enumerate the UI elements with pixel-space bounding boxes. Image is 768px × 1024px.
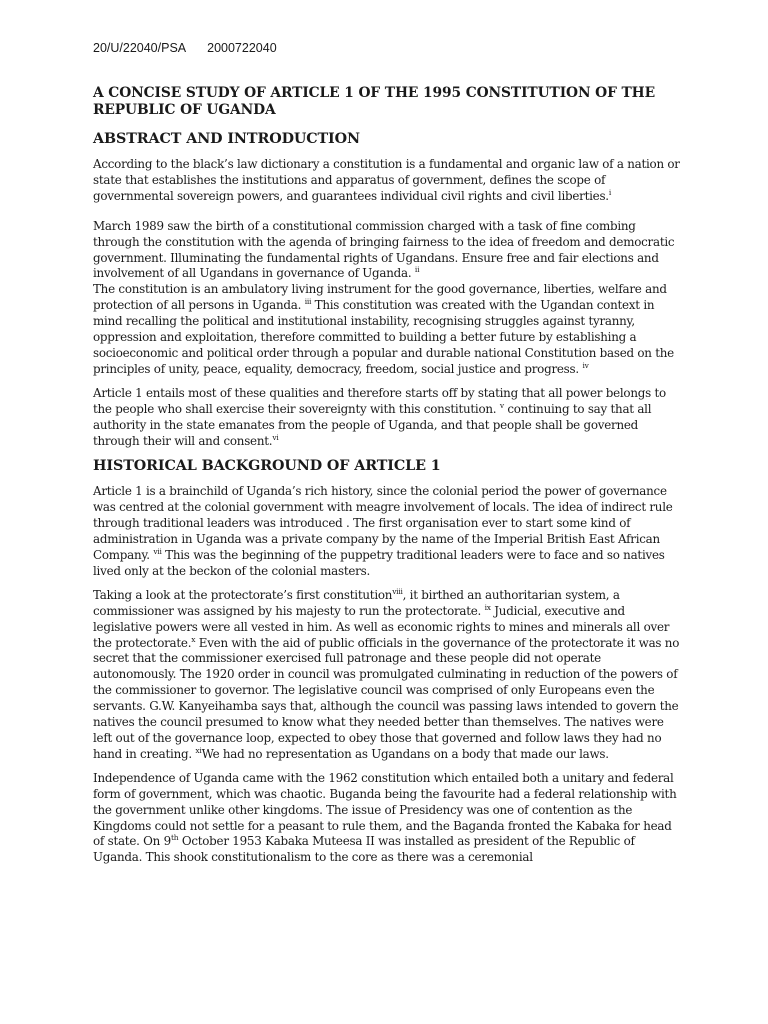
footnote-ref[interactable]: vi [272, 432, 279, 442]
footnote-ref[interactable]: viii [392, 586, 403, 596]
footnote-ref[interactable]: ix [484, 602, 491, 612]
abstract-paragraph-1: According to the black’s law dictionary a constitution is a fundamental and organic law of a nation or state that establishes the institutions and apparatus of government, defines the scope of governmental sovereign powers, and guarantees individual civil rights and civil liberties.$^i$ [93, 157, 680, 203]
abstract-paragraph-2: March 1989 saw the birth of a constitutional commission charged with a task of fine combing through the constitution with the agenda of bringing fairness to the idea of freedom and democratic government. Illuminating the fundamental rights of Ugandans. Ensure free and fair elections and involvement of all Ugandans in governance of Uganda. $^{ii}$ [93, 218, 675, 281]
abstract-paragraph-3: The constitution is an ambulatory living instrument for the good governance, liberties, welfare and protection of all persons in Uganda. $^{iii}$ This constitution was created with the Ugandan context in mind recalling the political and institutional instability, recognising struggles against tyranny, oppression and exploitation, therefore committed to building a better future by establishing a socioeconomic and political order through a popular and durable national Constitution based on the principles of unity, peace, equality, democracy, freedom, social justice and progress. $^{iv}$ [93, 282, 674, 376]
document-title: A CONCISE STUDY OF ARTICLE 1 OF THE 1995 CONSTITUTION OF THE REPUBLIC OF UGANDA [93, 85, 656, 118]
document-page [93, 40, 681, 874]
footnote-ref[interactable]: i [608, 187, 611, 197]
document-header [93, 40, 681, 56]
footnote-ref[interactable]: vii [153, 547, 162, 557]
history-heading: HISTORICAL BACKGROUND OF ARTICLE 1 [93, 458, 441, 475]
ordinal-suffix: th [170, 833, 179, 843]
history-paragraph-2: Taking a look at the protectorate’s first constitution$^{viii}$, it birthed an authoritarian system, a commissioner was assigned by his majesty to run the protectorate. $^{ix}$ Judicial, executive and legislative powers were all vested in him. As well as economic rights to mines and minerals all over the protectorate.$^x$ Even with the aid of public officials in the governance of the protectorate it was no secret that the commissioner exercised full patronage and these people did not operate autonomously. The 1920 order in council was promulgated culminating in reduction of the powers of the commissioner to governor. The legislative council was comprised of only Europeans even the servants. G.W. Kanyeihamba says that, although the council was passing laws intended to govern the natives the council presumed to know what they needed better than themselves. The natives were left out of the governance loop, expected to obey those that governed and follow laws they had no hand in creating. $^{xi}$We had no representation as Ugandans on a body that made our laws. [93, 586, 680, 761]
footnote-ref[interactable]: xi [195, 745, 202, 755]
history-paragraph-3: Independence of Uganda came with the 1962 constitution which entailed both a unitary and federal form of government, which was chaotic. Buganda being the favourite had a federal relationship with the government unlike other kingdoms. The issue of Presidency was one of contention as the Kingdoms could not settle for a peasant to rule them, and the Baganda fronted the Kabaka for head of state. On 9th October 1953 Kabaka Muteesa II was installed as president of the Republic of Uganda. This shook constitutionalism to the core as there was a ceremonial [93, 770, 677, 865]
abstract-paragraph-4: Article 1 entails most of these qualities and therefore starts off by stating that all power belongs to the people who shall exercise their sovereignty with this constitution. $^v$ continuing to say that all authority in the state emanates from the people of Uganda, and that people shall be governed through their will and consent.$^{vi}$ [93, 385, 666, 448]
abstract-heading: ABSTRACT AND INTRODUCTION [93, 131, 360, 147]
footnote-ref[interactable]: iv [582, 360, 589, 370]
footnote-ref[interactable]: iii [304, 297, 312, 307]
footnote-ref[interactable]: x [191, 634, 196, 644]
registration-number: 2000722040 [207, 41, 277, 55]
footnote-ref[interactable]: v [499, 400, 504, 410]
footnote-ref[interactable]: ii [414, 265, 420, 275]
student-id: 20/U/22040/PSA [93, 41, 187, 55]
history-paragraph-1: Article 1 is a brainchild of Uganda’s rich history, since the colonial period the power of governance was centred at the colonial government with meagre involvement of locals. The idea of indirect rule through traditional leaders was introduced . The first organisation ever to start some kind of administration in Uganda was a private company by the name of the Imperial British East African Company. $^{vii}$ This was the beginning of the puppetry traditional leaders were to face and so natives lived only at the beckon of the colonial masters. [93, 484, 673, 578]
